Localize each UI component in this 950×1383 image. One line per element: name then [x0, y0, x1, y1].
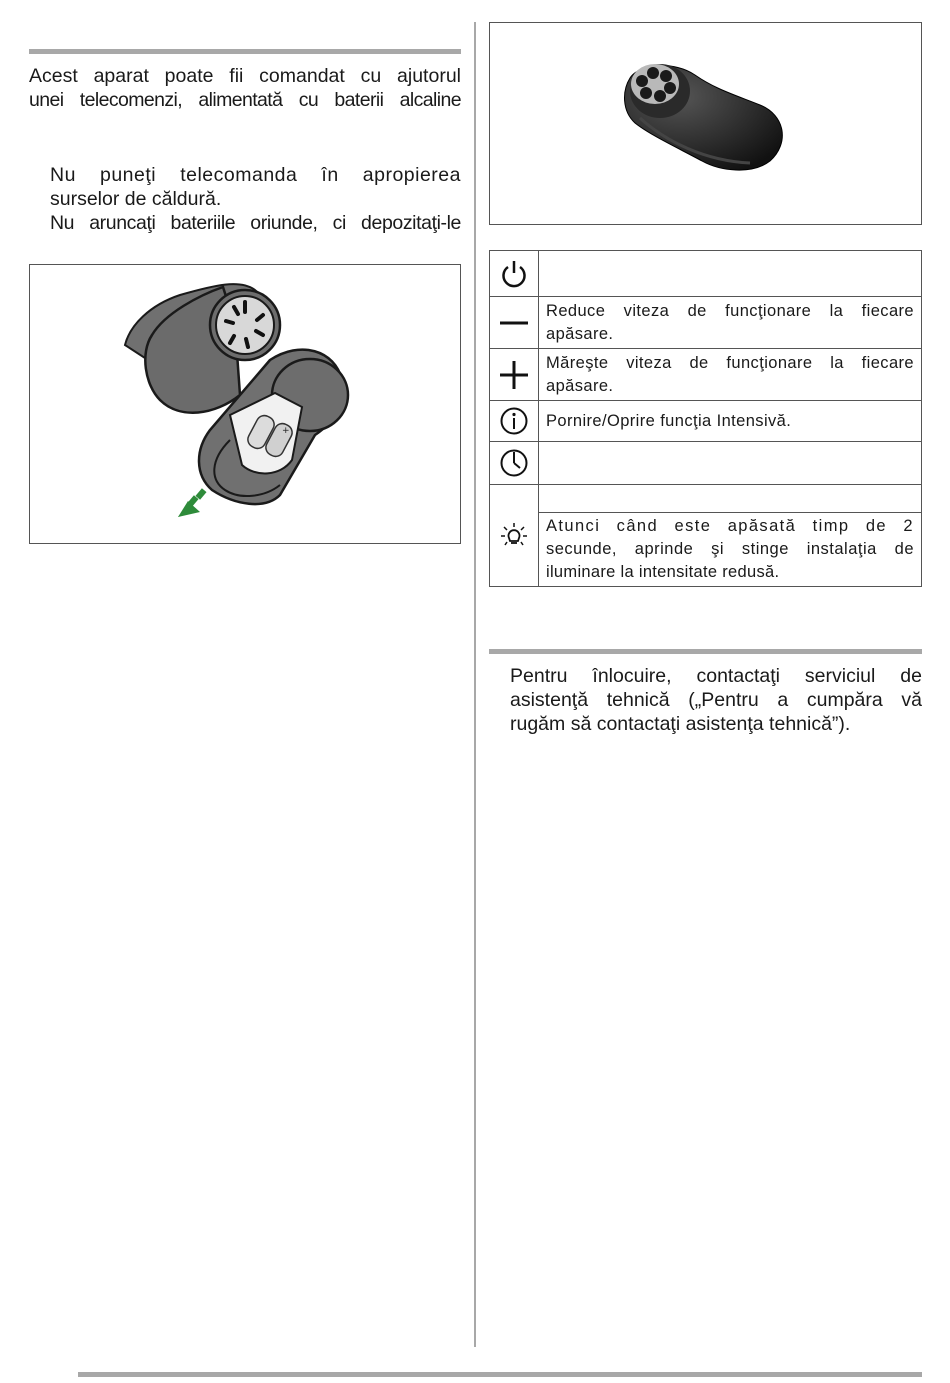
key-row-power [490, 251, 922, 297]
key-description-intensive [539, 401, 922, 442]
key-description-light-empty [539, 485, 922, 513]
minus-text-line-1: Reduce viteza de funcţionare la fiecare [546, 301, 914, 320]
light-text-line-2: secunde, aprinde şi stinge instalaţia de [546, 540, 914, 558]
warning-line-2: surselor de căldură. [50, 188, 222, 210]
intro-line-1: Acest aparat poate fii comandat cu ajutorul [29, 65, 461, 87]
intro-line-2: unei telecomenzi, alimentată cu baterii alcaline [29, 89, 461, 111]
light-text-line-1: Atunci când este apăsată timp de 2 [546, 517, 914, 535]
plus-icon [499, 360, 529, 390]
power-icon [499, 259, 529, 289]
intro-paragraph [29, 64, 461, 112]
key-icon-cell [490, 349, 539, 401]
key-icon-cell [490, 485, 539, 587]
battery-illustration-frame [29, 264, 461, 544]
section-rule-left [29, 49, 461, 54]
minus-text-line-2: apăsare. [546, 324, 614, 343]
key-icon-cell [490, 251, 539, 297]
plus-text-line-2: apăsare. [546, 376, 614, 395]
warning-paragraph [50, 163, 461, 235]
warning-line-1: Nu puneţi telecomanda în apropierea [50, 164, 461, 186]
key-row-minus [490, 297, 922, 349]
plus-text-line-1: Măreşte viteza de funcţionare la fiecare [546, 353, 914, 372]
column-divider [474, 22, 476, 1347]
key-icon-cell [490, 442, 539, 485]
timer-icon [499, 448, 529, 478]
intensive-icon [499, 406, 529, 436]
key-description-timer [539, 442, 922, 485]
key-row-light-top [490, 485, 922, 513]
key-row-light [490, 513, 922, 587]
light-icon [499, 521, 529, 551]
intensive-text-line-1: Pornire/Oprire funcţia Intensivă. [546, 411, 792, 430]
replacement-line-1: Pentru înlocuire, contactaţi serviciul de [510, 665, 922, 687]
key-description-light [539, 513, 922, 587]
key-row-plus [490, 349, 922, 401]
replacement-line-3: rugăm să contactaţi asistenţa tehnică”). [510, 713, 851, 735]
light-text-line-3: iluminare la intensitate redusă. [546, 563, 780, 581]
remote-control-photo [490, 23, 921, 224]
remove-direction-arrow [178, 488, 207, 517]
battery-replacement-illustration [30, 265, 460, 543]
key-description-plus [539, 349, 922, 401]
key-icon-cell [490, 297, 539, 349]
key-row-intensive [490, 401, 922, 442]
key-row-timer [490, 442, 922, 485]
remote-keys-table [489, 250, 922, 587]
key-icon-cell [490, 401, 539, 442]
remote-photo-frame [489, 22, 922, 225]
replacement-paragraph [510, 664, 922, 736]
section-rule-right [489, 649, 922, 654]
minus-icon [499, 308, 529, 338]
key-description-power [539, 251, 922, 297]
warning-line-3: Nu aruncaţi bateriile oriunde, ci depozitaţi-le [50, 212, 461, 234]
svg-text:+: + [282, 426, 290, 436]
footer-rule [78, 1372, 922, 1377]
key-description-minus [539, 297, 922, 349]
replacement-line-2: asistenţă tehnică („Pentru a cumpăra vă [510, 689, 922, 711]
